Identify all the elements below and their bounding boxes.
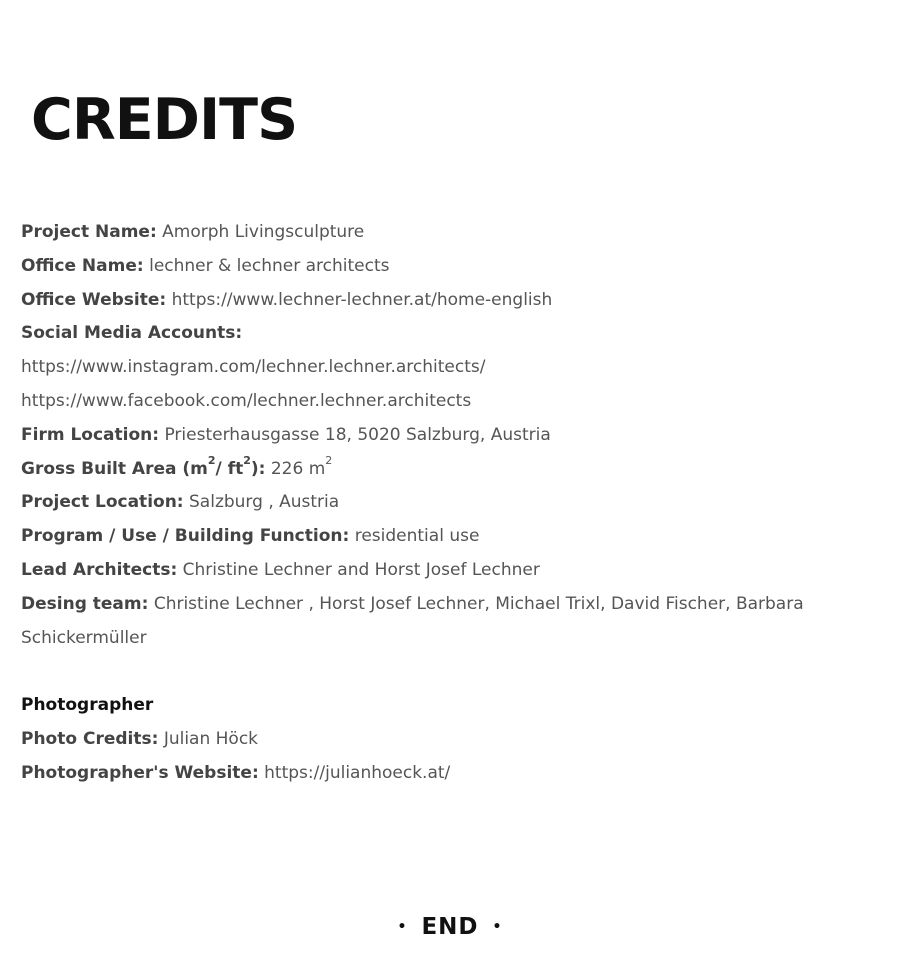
bullet-dot-right: • (492, 919, 503, 935)
project-name-label: Project Name: (21, 222, 157, 242)
credits-section (21, 216, 881, 791)
facebook-link[interactable]: https://www.facebook.com/lechner.lechner.architects (21, 390, 472, 411)
credit-firm-location (21, 419, 881, 453)
credit-social-media (21, 317, 881, 351)
project-location-value: Salzburg , Austria (189, 492, 340, 513)
office-name-value: lechner & lechner architects (149, 255, 390, 276)
credit-office-website (21, 284, 881, 318)
credit-photo-credits (21, 723, 881, 757)
photo-credits-value: Julian Höck (163, 728, 259, 749)
credit-social-facebook (21, 385, 881, 419)
credit-gross-built-area (21, 453, 881, 487)
instagram-link[interactable]: https://www.instagram.com/lechner.lechner.architects/ (21, 357, 486, 378)
gross-built-area-label: Gross Built Area ($m^2/$ $ft^2$): (21, 453, 266, 479)
credit-program (21, 520, 881, 554)
end-marker (0, 914, 900, 940)
photographer-website-link[interactable]: https://julianhoeck.at/ (264, 762, 451, 783)
project-name-value: Amorph Livingsculpture (162, 222, 365, 242)
credit-lead-architects (21, 554, 881, 588)
program-value: residential use (354, 526, 480, 547)
credit-project-location (21, 486, 881, 520)
project-location-label: Project Location: (21, 492, 184, 513)
credit-office-name (21, 250, 881, 284)
photographer-heading: Photographer (21, 695, 154, 716)
photographer-website-label: Photographer's Website: (21, 762, 259, 783)
lead-architects-value: Christine Lechner and Horst Josef Lechner (182, 559, 540, 580)
end-label: END (421, 914, 479, 940)
lead-architects-label: Lead Architects: (21, 559, 178, 580)
office-name-label: Office Name: (21, 255, 144, 276)
firm-location-label: Firm Location: (21, 424, 160, 445)
gross-built-area-value: 226 $m^2$ (270, 453, 333, 479)
office-website-label: Office Website: (21, 289, 167, 310)
firm-location-value: Priesterhausgasse 18, 5020 Salzburg, Austria (164, 424, 551, 445)
social-media-label: Social Media Accounts: (21, 323, 243, 344)
photo-credits-label: Photo Credits: (21, 728, 159, 749)
program-label: Program / Use / Building Function: (21, 526, 350, 547)
credit-photographer-website (21, 757, 881, 791)
design-team-value: Christine Lechner , Horst Josef Lechner, Michael Trixl, David Fischer, Barbara Schickermüller (21, 593, 804, 648)
credit-design-team (21, 588, 881, 656)
office-website-link[interactable]: https://www.lechner-lechner.at/home-english (171, 289, 553, 310)
section-spacer (21, 655, 881, 689)
bullet-dot-left: • (397, 919, 408, 935)
credit-project-name (21, 216, 881, 250)
design-team-label: Desing team: (21, 593, 149, 614)
credit-social-instagram (21, 351, 881, 385)
page-title: CREDITS (31, 87, 298, 153)
